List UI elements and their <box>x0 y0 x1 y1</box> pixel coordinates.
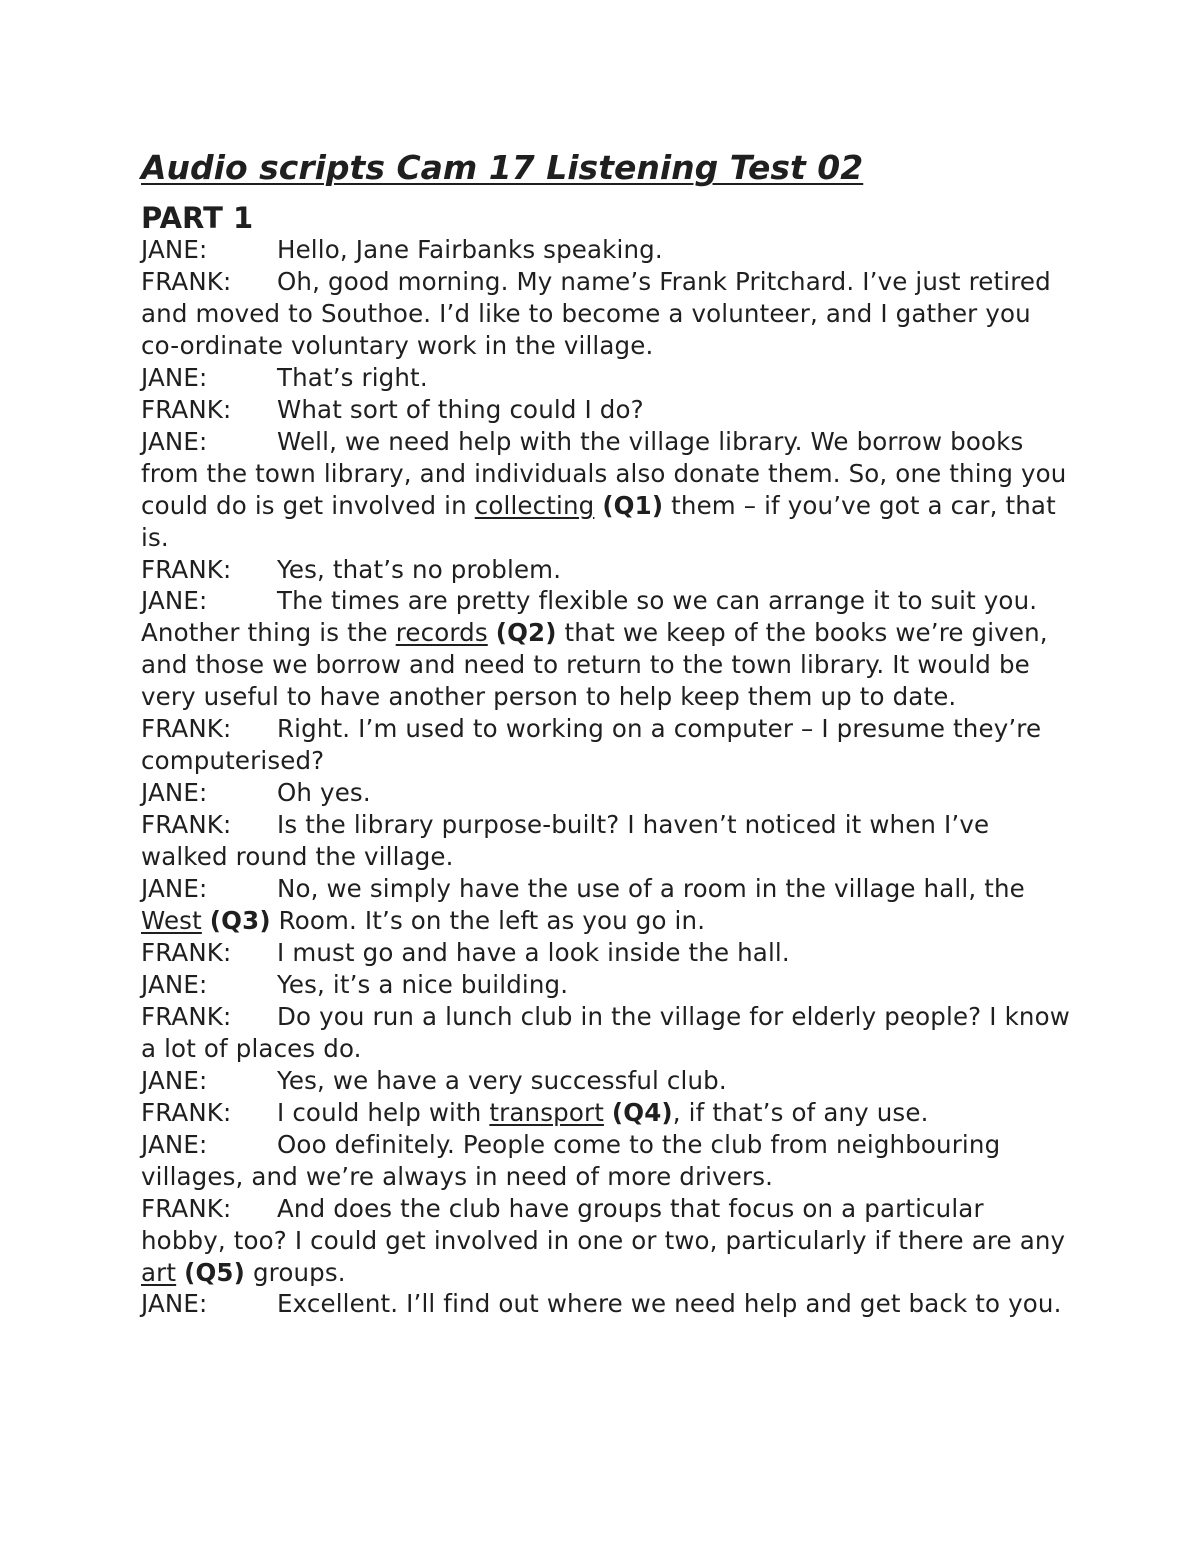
speaker-label: FRANK: <box>141 1097 232 1127</box>
answer-word: records <box>395 618 488 648</box>
turn-text: Hello, Jane Fairbanks speaking. <box>277 235 663 264</box>
turn-text: The times are pretty flexible so we can arrange it to suit you. Another thing is the <box>141 586 1038 648</box>
dialogue-turn <box>141 1129 1071 1193</box>
dialogue-turn <box>141 585 1071 713</box>
dialogue-turn <box>141 266 1071 362</box>
speaker-label: FRANK: <box>141 937 232 967</box>
dialogue-turn <box>141 713 1071 777</box>
dialogue-turn <box>141 426 1071 554</box>
turn-text: Yes, it’s a nice building. <box>277 969 569 999</box>
turn-text: them – if you’ve got a car, that is. <box>141 490 1056 552</box>
turn-text: groups. <box>252 1257 346 1287</box>
turn-text: What sort of thing could I do? <box>277 394 644 424</box>
speaker-label: FRANK: <box>141 810 232 840</box>
speaker-label: FRANK: <box>141 266 232 296</box>
turn-text: I must go and have a look inside the hall. <box>277 937 790 967</box>
turn-text: That’s right. <box>277 362 428 392</box>
turn-text: Oh yes. <box>277 778 371 808</box>
turn-text: Ooo definitely. People come to the club from neighbouring villages, and we’re always in need of more drivers. <box>141 1129 1001 1191</box>
speaker-label: JANE: <box>141 1129 208 1159</box>
speaker-label: FRANK: <box>141 1193 232 1223</box>
question-number: (Q2) <box>495 618 557 648</box>
turn-text: Excellent. I’ll find out where we need help and get back to you. <box>277 1289 1062 1319</box>
question-number: (Q5) <box>184 1257 245 1287</box>
dialogue-turn <box>141 1288 1071 1320</box>
speaker-label: JANE: <box>141 586 208 616</box>
dialogue-turn <box>141 1097 1071 1129</box>
speaker-label: JANE: <box>141 1065 208 1095</box>
speaker-label: JANE: <box>141 969 208 999</box>
speaker-label: JANE: <box>141 362 208 392</box>
turn-text: Is the library purpose-built? I haven’t noticed it when I’ve walked round the village. <box>141 810 990 872</box>
dialogue-turn <box>141 554 1071 586</box>
dialogue-turn <box>141 809 1071 873</box>
answer-word: transport <box>489 1097 604 1127</box>
speaker-label: JANE: <box>141 778 208 808</box>
question-number: (Q1) <box>602 490 664 520</box>
dialogue-script <box>141 234 1071 1320</box>
dialogue-turn <box>141 234 1071 266</box>
dialogue-turn <box>141 777 1071 809</box>
turn-text: Room. It’s on the left as you go in. <box>278 906 706 936</box>
dialogue-turn <box>141 1193 1071 1289</box>
turn-text: No, we simply have the use of a room in the village hall, the <box>277 874 1025 904</box>
dialogue-turn <box>141 1001 1071 1065</box>
dialogue-turn <box>141 873 1071 937</box>
turn-text: Do you run a lunch club in the village for elderly people? I know a lot of places do. <box>141 1001 1070 1063</box>
turn-text: that we keep of the books we’re given, and those we borrow and need to return to the town library. It would be very useful to have another person to help keep them up to date. <box>141 618 1048 712</box>
dialogue-turn <box>141 969 1071 1001</box>
answer-word: West <box>141 906 202 936</box>
turn-text: Well, we need help with the village library. We borrow books from the town library, and individuals also donate them. So, one thing you could do is get involved in <box>141 426 1067 520</box>
speaker-label: FRANK: <box>141 554 232 584</box>
turn-text: Yes, we have a very successful club. <box>277 1065 727 1095</box>
speaker-label: FRANK: <box>141 394 232 424</box>
speaker-label: FRANK: <box>141 1001 232 1031</box>
question-number: (Q3) <box>209 906 271 936</box>
speaker-label: JANE: <box>141 235 208 264</box>
turn-text: And does the club have groups that focus on a particular hobby, too? I could get involved in one or two, particularly if there are any <box>141 1193 1066 1255</box>
answer-word: collecting <box>474 490 595 520</box>
turn-text: , if that’s of any use. <box>672 1097 929 1127</box>
turn-text: Right. I’m used to working on a computer – I presume they’re computerised? <box>141 714 1042 776</box>
speaker-label: FRANK: <box>141 714 232 744</box>
turn-text: I could help with <box>277 1097 482 1127</box>
turn-text: Oh, good morning. My name’s Frank Pritchard. I’ve just retired and moved to Southoe. I’d like to become a volunteer, and I gather you co-ordinate voluntary work in the village. <box>141 266 1051 360</box>
speaker-label: JANE: <box>141 1289 208 1319</box>
dialogue-turn <box>141 937 1071 969</box>
dialogue-turn <box>141 1065 1071 1097</box>
part-heading: PART 1 <box>141 201 254 235</box>
dialogue-turn <box>141 362 1071 394</box>
document-title: Audio scripts Cam 17 Listening Test 02 <box>141 148 864 187</box>
turn-text: Yes, that’s no problem. <box>277 554 562 584</box>
speaker-label: JANE: <box>141 874 208 904</box>
answer-word: art <box>141 1257 177 1287</box>
dialogue-turn <box>141 394 1071 426</box>
question-number: (Q4) <box>611 1097 673 1127</box>
speaker-label: JANE: <box>141 426 208 456</box>
